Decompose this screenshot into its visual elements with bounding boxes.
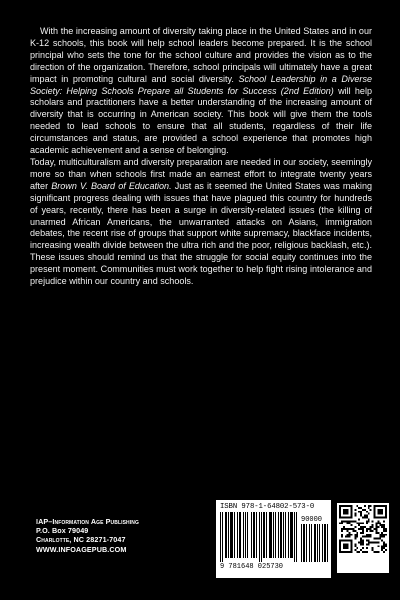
blurb-text: will help scholars and practitioners have a better understanding of the increasing amount of diversity that is occurring in American society. This book will give them the tools needed to lead schools to ensure that all students, regardless of their life circumstances and status, are provided a school experience that promotes high academic achievement and a sense of belonging. (30, 85, 372, 156)
blurb-text: Just as it seemed the United States was making significant progress dealing with issues that have plagued this country for hundreds of years, recently, there has been a surge in diversity-related issues (the killing of unarmed African Americans, the unwarranted attacks on Asians, immigration debates, the recent rise of groups that support white supremacy, blackface incidents, increasing wealth divide between the ultra rich and the poor, religious backlash, etc.). These issues should remind us that the struggle for social equity continues into the present moment. Communities must work together to help fight rising intolerance and prejudice within our country and schools. (30, 180, 373, 287)
isbn-barcode (216, 500, 331, 578)
publisher-city: Charlotte, NC 28271-7047 (36, 535, 126, 545)
publisher-info (36, 517, 196, 554)
addon-bars-icon (301, 524, 328, 562)
isbn-number: ISBN 978-1-64802-573-0 (220, 503, 315, 511)
blurb-paragraph-1 (30, 26, 372, 157)
price-addon (301, 516, 328, 562)
blurb-paragraph-2 (30, 157, 372, 288)
addon-number: 90000 (301, 516, 323, 524)
book-title-italic: School Leadership in a Diverse Society: Helping Schools Prepare all Students for Success (2nd Edition) (30, 73, 372, 96)
barcode-human-readable: 9 781648 025730 (220, 563, 284, 571)
qr-code-icon (337, 503, 389, 573)
back-cover-blurb (30, 26, 372, 288)
blurb-text: With the increasing amount of diversity taking place in the United States and in our K-12 schools, this book will help school leaders become prepared. It is the school principal who sets the tone for the school culture and provides the vision as to the direction of the organization. Therefore, school principals will ultimately have a great impact in promoting cultural and social diversity. (30, 26, 372, 84)
publisher-po-box: P.O. Box 79049 (36, 526, 89, 536)
court-case-italic: Brown V. Board of Education. (51, 180, 172, 191)
blurb-text: Today, multiculturalism and diversity preparation are needed in our society, seemingly more so than when schools first made an earnest effort to integrate twenty years after (30, 156, 372, 191)
barcode-bars-icon (220, 512, 297, 562)
publisher-url: WWW.INFOAGEPUB.COM (36, 544, 127, 554)
publisher-name: IAP–Information Age Publishing (36, 517, 139, 526)
